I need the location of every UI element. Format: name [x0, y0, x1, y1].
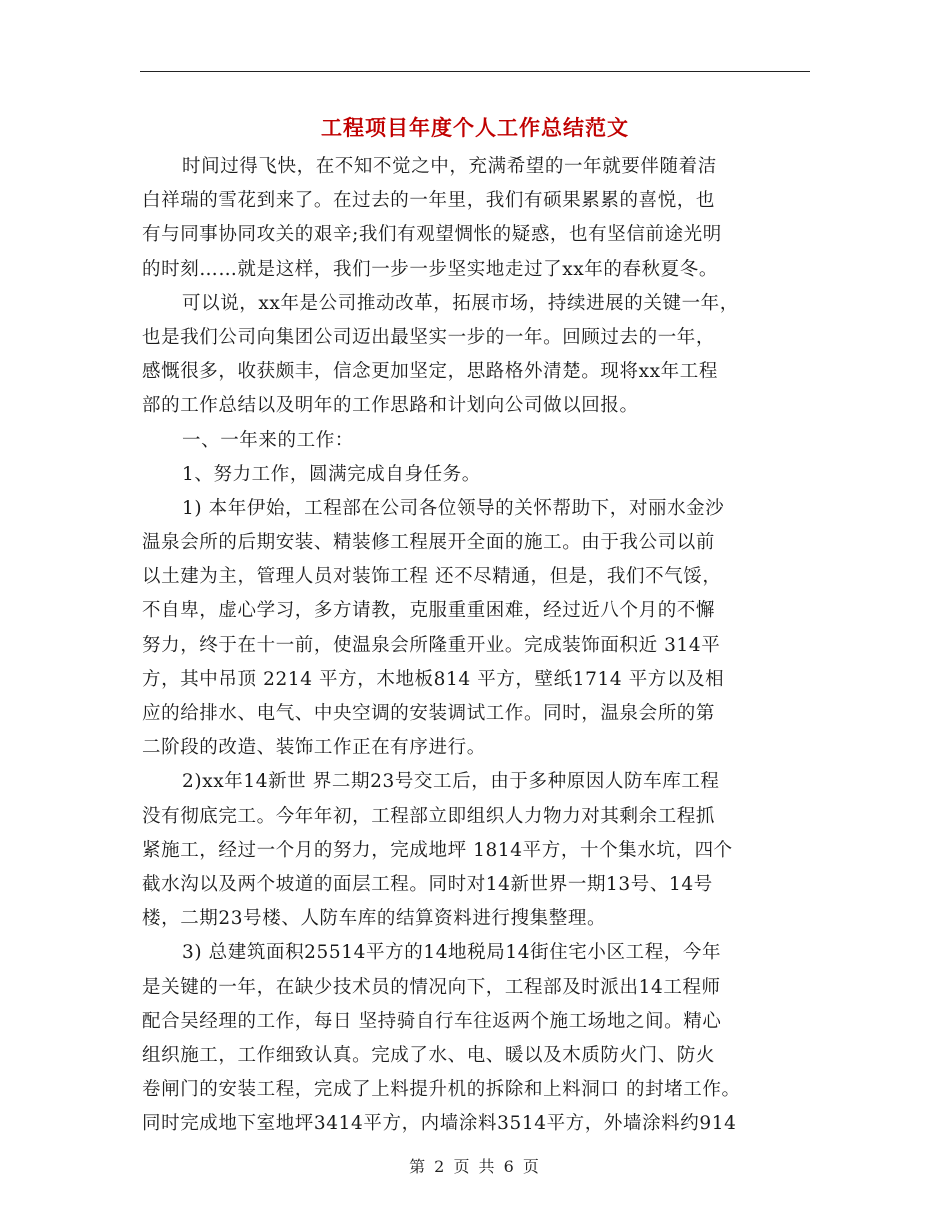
text-line: 也是我们公司向集团公司迈出最坚实一步的一年。回顾过去的一年， [142, 326, 716, 348]
text-line: 没有彻底完工。今年年初，工程部立即组织人力物力对其剩余工程抓 [142, 805, 716, 827]
text-line: 以土建为主，管理人员对装饰工程 还不尽精通，但是，我们不气馁， [142, 566, 722, 588]
text-line: 卷闸门的安装工程，完成了上料提升机的拆除和上料洞口 的封堵工作。 [142, 1079, 741, 1101]
text-line: 感慨很多，收获颇丰，信念更加坚定，思路格外清楚。现将xx年工程 [142, 361, 718, 383]
text-line: 的时刻……就是这样，我们一步一步坚实地走过了xx年的春秋夏冬。 [142, 258, 718, 280]
text-line: 一、一年来的工作： [182, 429, 354, 451]
text-line: 2)xx年14新世 界二期23号交工后，由于多种原因人防车库工程 [182, 771, 720, 793]
text-line: 有与同事协同攻关的艰辛;我们有观望惆怅的疑惑，也有坚信前途光明 [142, 224, 722, 246]
text-line: 方，其中吊顶 2214 平方，木地板814 平方，壁纸1714 平方以及相 [142, 668, 725, 690]
text-line: 紧施工，经过一个月的努力，完成地坪 1814平方，十个集水坑，四个 [142, 839, 733, 861]
text-line: 不自卑，虚心学习，多方请教，克服重重困难，经过近八个月的不懈 [142, 600, 716, 622]
text-line: 时间过得飞快，在不知不觉之中，充满希望的一年就要伴随着洁 [182, 156, 717, 177]
text-line: 组织施工，工作细致认真。完成了水、电、暖以及木质防火门、防火 [142, 1044, 716, 1066]
page-footer: 第 2 页 共 6 页 [409, 1157, 541, 1176]
text-line: 二阶段的改造、装饰工作正在有序进行。 [142, 737, 486, 759]
text-line: 1) 本年伊始，工程部在公司各位领导的关怀帮助下，对丽水金沙 [182, 497, 725, 519]
text-line: 3) 总建筑面积25514平方的14地税局14街住宅小区工程，今年 [182, 942, 722, 964]
text-line: 楼，二期23号楼、人防车库的结算资料进行搜集整理。 [142, 908, 607, 930]
document-title: 工程项目年度个人工作总结范文 [321, 116, 629, 140]
text-line: 可以说，xx年是公司推动改革，拓展市场，持续进展的关键一年， [182, 292, 739, 314]
text-line: 努力，终于在十一前，使温泉会所隆重开业。完成装饰面积近 314平 [142, 634, 721, 656]
text-line: 白祥瑞的雪花到来了。在过去的一年里，我们有硕果累累的喜悦，也 [142, 190, 716, 212]
document-body [142, 150, 808, 1141]
text-line: 同时完成地下室地坪3414平方，内墙涂料3514平方，外墙涂料约914 [142, 1113, 737, 1135]
text-line: 配合吴经理的工作，每日 坚持骑自行车往返两个施工场地之间。精心 [142, 1010, 722, 1032]
text-line: 截水沟以及两个坡道的面层工程。同时对14新世界一期13号、14号 [142, 873, 713, 895]
text-line: 是关键的一年，在缺少技术员的情况向下，工程部及时派出14工程师 [142, 976, 721, 998]
text-line: 温泉会所的后期安装、精装修工程展开全面的施工。由于我公司以前 [142, 532, 716, 554]
header-rule [140, 71, 810, 72]
text-line: 部的工作总结以及明年的工作思路和计划向公司做以回报。 [142, 395, 639, 417]
text-line: 应的给排水、电气、中央空调的安装调试工作。同时，温泉会所的第 [142, 703, 716, 724]
text-line: 1、努力工作，圆满完成自身任务。 [182, 463, 481, 485]
